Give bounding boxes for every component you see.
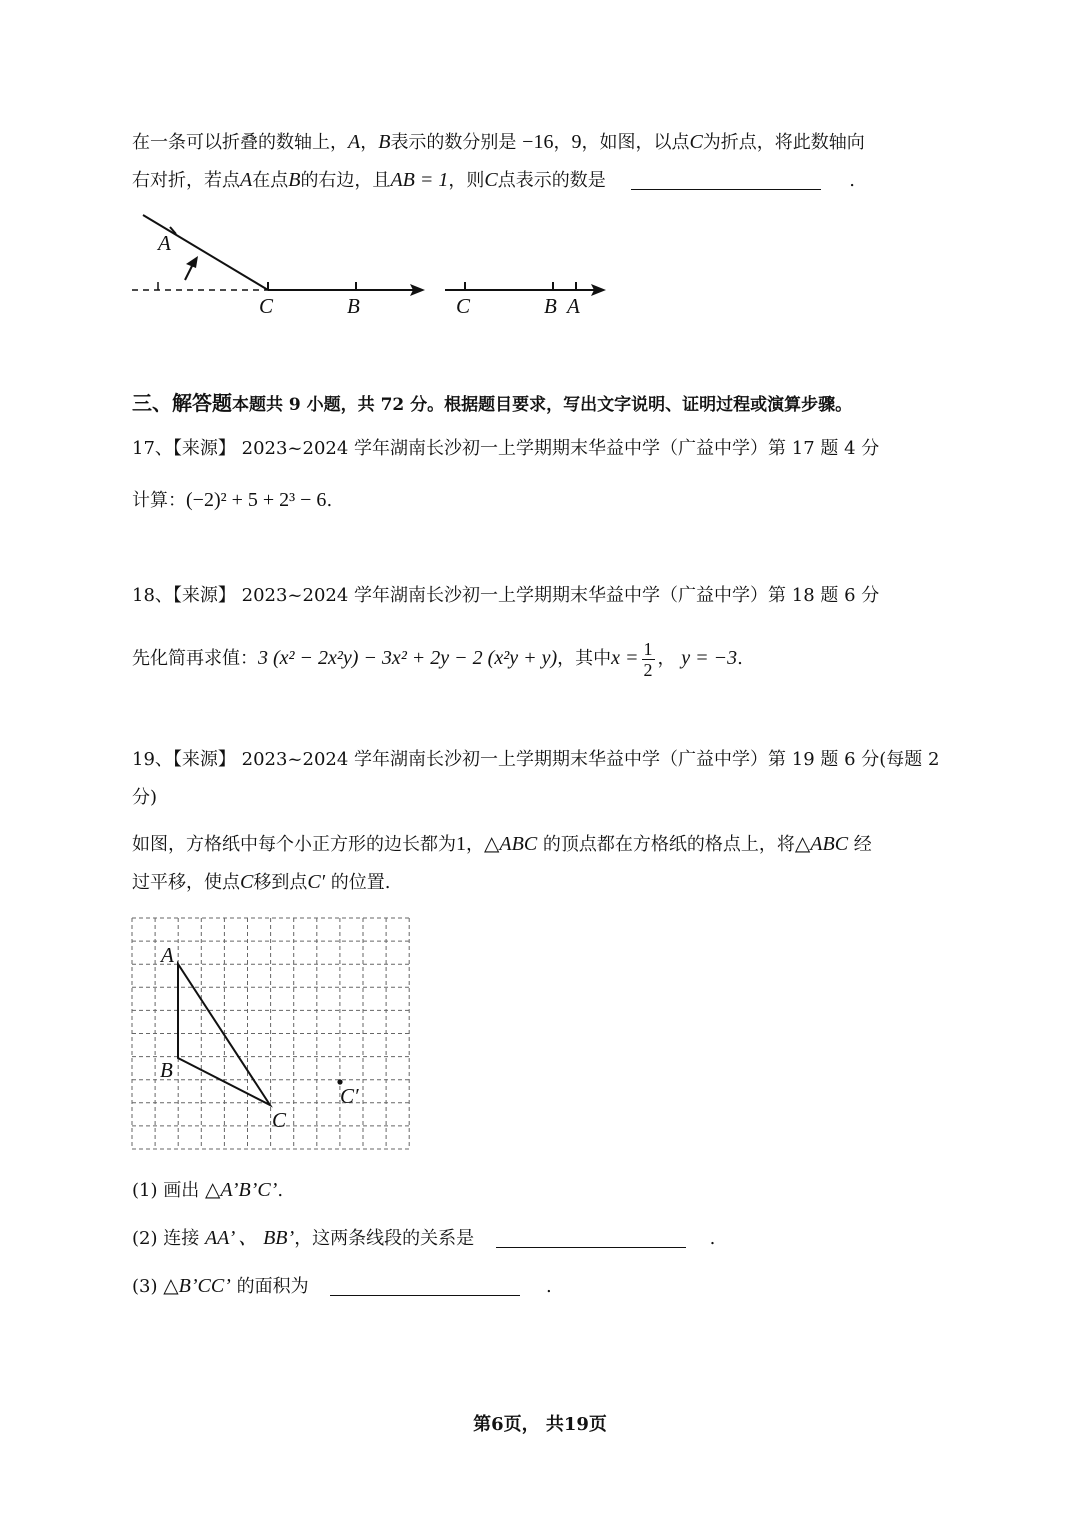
q19-part2-end: . (709, 1228, 716, 1249)
q16-text: 表示的数分别是 (390, 132, 517, 153)
q17-expression: (−2)² + 5 + 2³ − 6 (186, 489, 327, 511)
q16-text: 为折点，将此数轴向 (702, 132, 865, 153)
q19-part1 (132, 1176, 283, 1205)
q19-text: 经 (853, 834, 872, 855)
fig-label-c2: C (456, 294, 471, 318)
q19-part3-end: . (546, 1276, 552, 1297)
q19-part3-num: (3) (132, 1276, 158, 1297)
q19-one: 1 (456, 833, 466, 855)
q19-part1-num: (1) 画出 (132, 1180, 200, 1201)
q19-part3-expr: △B’CC’ (163, 1275, 231, 1297)
q18-frac-den: 2 (643, 659, 653, 680)
q18-prompt: 先化简再求值： (132, 648, 258, 669)
q18-where: ，其中 (557, 648, 612, 669)
q16-point-b: B (378, 131, 391, 153)
q18-source: 18、【来源】 2023~2024 学年湖南长沙初一上学期期末华益中学（广益中学）第 18 题 6 分 (132, 585, 880, 606)
q19-part3 (132, 1272, 552, 1301)
q18-frac-num: 1 (643, 638, 653, 659)
fig-label-b2: B (544, 294, 557, 318)
q19-triangle-abc: △ABC (794, 833, 849, 855)
q17-end: . (326, 490, 333, 511)
q19-part2-text: ，这两条线段的关系是 (294, 1228, 475, 1249)
fig-label-a: A (158, 231, 171, 255)
page-footer: 第6页， 共19页 (473, 1414, 607, 1435)
q16-number-a: −16 (522, 131, 554, 153)
q16-text: 在一条可以折叠的数轴上， (132, 132, 348, 153)
grid-label-c: C (272, 1108, 287, 1132)
q16-period: . (849, 170, 855, 191)
q19-source-line1: 19、【来源】 2023~2024 学年湖南长沙初一上学期期末华益中学（广益中学）第 19 题 6 分(每题 2 (132, 749, 940, 770)
q18-end: . (737, 648, 743, 669)
q17-prompt: 计算： (132, 490, 186, 511)
q16-text: ， (360, 132, 379, 153)
q19-part2 (132, 1224, 715, 1253)
q16-point-c: C (689, 131, 703, 153)
q16-point-c: C (484, 169, 498, 191)
q19-part2-expr: AA’ 、 BB’ (204, 1227, 295, 1249)
q19-part3-text: 的面积为 (236, 1276, 309, 1297)
q16-text: 点表示的数是 (497, 170, 606, 191)
q16-text: 在点 (252, 170, 289, 191)
q16-point-b: B (288, 169, 301, 191)
grid-label-cprime: C′ (340, 1084, 359, 1108)
q16-ab-equation: AB = 1 (390, 169, 449, 191)
triangle-abc (178, 964, 270, 1105)
q19-source-line2: 分) (132, 787, 158, 808)
q16-text: ，则 (448, 170, 485, 191)
fig-label-b: B (347, 294, 360, 318)
q19-text: 移到点 (253, 872, 308, 893)
q19-point-c: C (240, 871, 254, 893)
section3-title: 三、解答题 (132, 391, 232, 415)
q16-number-b: 9 (571, 131, 582, 153)
q16-text: ， (553, 132, 572, 153)
q19-text: 的位置. (330, 872, 391, 893)
q19-text: 的顶点都在方格纸的格点上，将 (542, 834, 795, 855)
q19-text: ， (466, 834, 484, 855)
q16-text: 的右边，且 (300, 170, 391, 191)
q18-sep: ， (657, 648, 676, 669)
fig-label-a2: A (567, 294, 580, 318)
q18-x-eq: x = (611, 647, 639, 669)
section3-desc: 本题共 9 小题，共 72 分。根据题目要求，写出文字说明、证明过程或演算步骤。 (232, 395, 853, 415)
q18-y-eq: y = −3 (681, 647, 738, 669)
q18-expression: 3 (x² − 2x²y) − 3x² + 2y − 2 (x²y + y) (258, 647, 558, 669)
q16-text: 右对折，若点 (132, 170, 240, 191)
q19-text: 过平移，使点 (132, 872, 240, 893)
grid-label-b: B (160, 1058, 173, 1082)
q16-point-a: A (240, 169, 253, 191)
q16-point-a: A (348, 131, 361, 153)
fig-label-c: C (259, 294, 274, 318)
q19-point-cprime: C′ (307, 871, 326, 893)
q19-part1-expr: △A’B’C’ (204, 1179, 278, 1201)
q19-part2-num: (2) 连接 (132, 1228, 200, 1249)
grid-label-a: A (161, 943, 174, 967)
q17-source: 17、【来源】 2023~2024 学年湖南长沙初一上学期期末华益中学（广益中学）第 17 题 4 分 (132, 438, 880, 459)
q19-part1-end: . (277, 1180, 284, 1201)
q19-triangle-abc: △ABC (484, 833, 538, 855)
q19-text: 如图，方格纸中每个小正方形的边长都为 (132, 834, 456, 855)
q19-part2-answer-blank[interactable] (496, 1246, 686, 1248)
q19-part3-answer-blank[interactable] (330, 1294, 520, 1296)
q16-text: ，如图，以点 (581, 132, 690, 153)
